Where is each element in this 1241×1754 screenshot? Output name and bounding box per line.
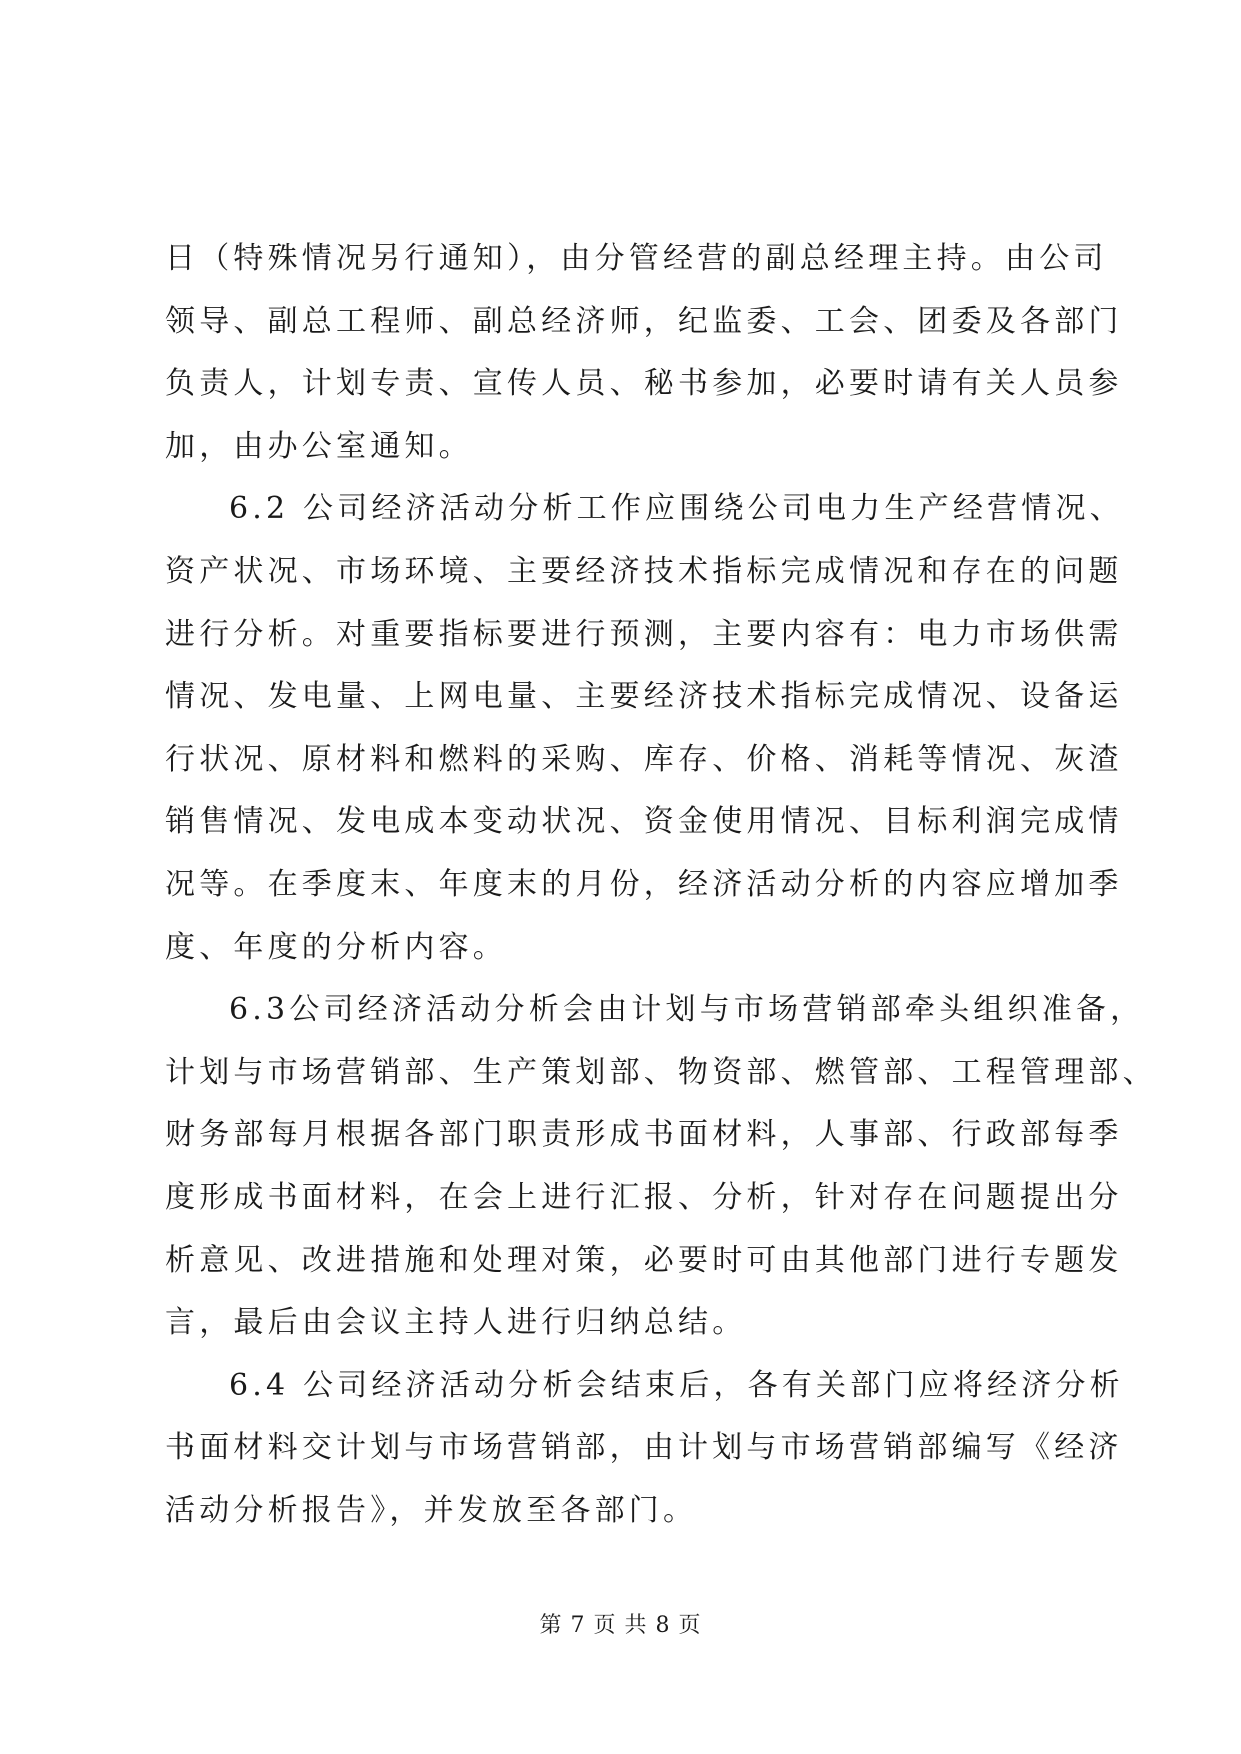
paragraph-line: 书面材料交计划与市场营销部，由计划与市场营销部编写《经济 [165, 1430, 1123, 1466]
section-6-4-first-line: 6.4 公司经济活动分析会结束后，各有关部门应将经济分析 [229, 1367, 1124, 1403]
paragraph-line: 日（特殊情况另行通知），由分管经营的副总经理主持。由公司 [165, 241, 1108, 276]
paragraph-line: 活动分析报告》，并发放至各部门。 [165, 1492, 698, 1528]
paragraph-line: 析意见、改进措施和处理对策，必要时可由其他部门进行专题发 [165, 1242, 1123, 1278]
paragraph-line: 进行分析。对重要指标要进行预测，主要内容有：电力市场供需 [165, 616, 1123, 652]
paragraph-line: 财务部每月根据各部门职责形成书面材料，人事部、行政部每季 [165, 1117, 1123, 1153]
paragraph-line: 情况、发电量、上网电量、主要经济技术指标完成情况、设备运 [165, 679, 1123, 715]
section-6-3-first-line: 6.3公司经济活动分析会由计划与市场营销部牵头组织准备， [229, 992, 1145, 1028]
page-number-footer: 第 7 页 共 8 页 [539, 1613, 702, 1638]
paragraph-line: 销售情况、发电成本变动状况、资金使用情况、目标利润完成情 [165, 804, 1123, 840]
paragraph-line: 加，由办公室通知。 [165, 428, 473, 464]
paragraph-line: 负责人，计划专责、宣传人员、秘书参加，必要时请有关人员参 [165, 366, 1123, 402]
paragraph-line: 行状况、原材料和燃料的采购、库存、价格、消耗等情况、灰渣 [165, 741, 1123, 777]
paragraph-line: 言，最后由会议主持人进行归纳总结。 [165, 1305, 747, 1341]
paragraph-line: 度形成书面材料，在会上进行汇报、分析，针对存在问题提出分 [165, 1179, 1123, 1215]
paragraph-line: 度、年度的分析内容。 [165, 929, 507, 965]
paragraph-line: 资产状况、市场环境、主要经济技术指标完成情况和存在的问题 [165, 553, 1123, 589]
document-body [165, 228, 1157, 1542]
paragraph-line: 领导、副总工程师、副总经济师，纪监委、工会、团委及各部门 [165, 303, 1123, 339]
paragraph-line: 计划与市场营销部、生产策划部、物资部、燃管部、工程管理部、 [165, 1054, 1157, 1090]
section-6-2-first-line: 6.2 公司经济活动分析工作应围绕公司电力生产经营情况、 [229, 491, 1124, 527]
paragraph-line: 况等。在季度末、年度末的月份，经济活动分析的内容应增加季 [165, 866, 1123, 902]
